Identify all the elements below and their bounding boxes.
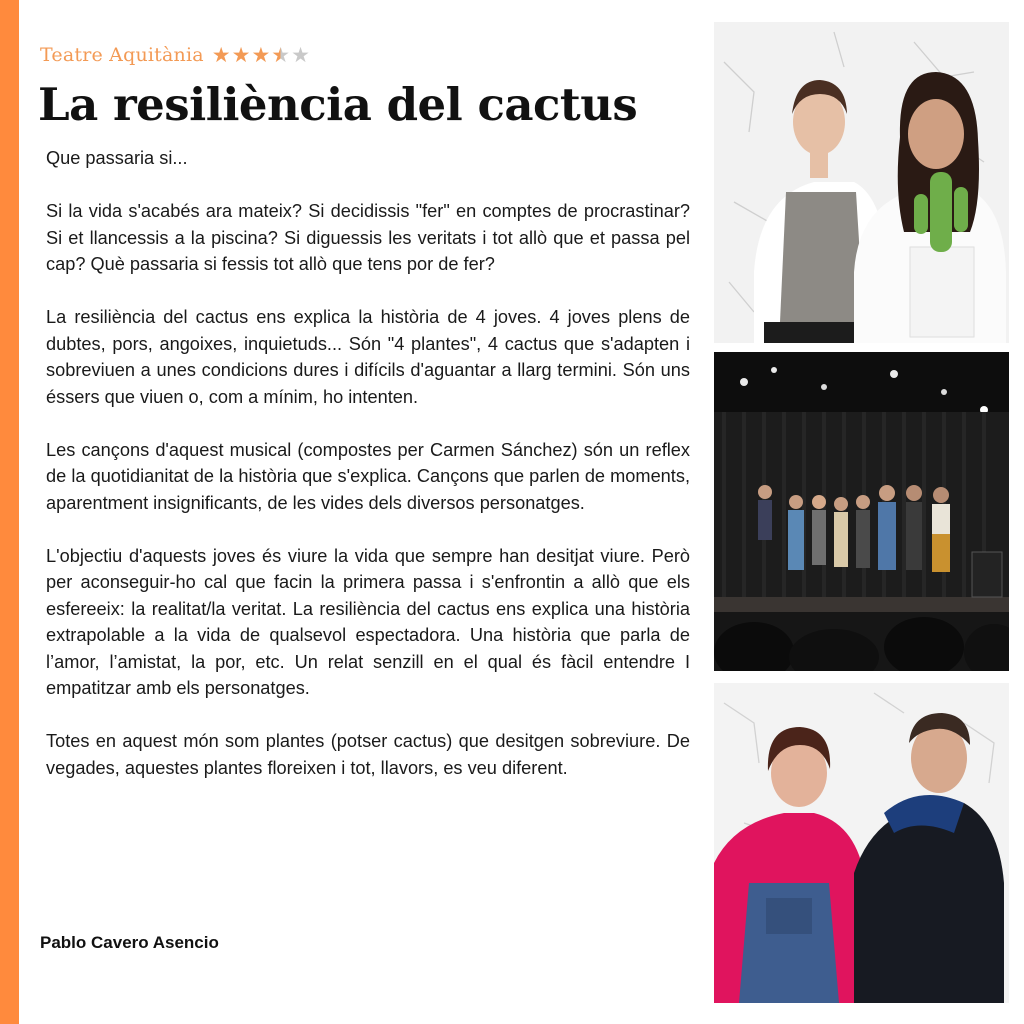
- star-half-icon: ★: [271, 42, 291, 67]
- article-body: [46, 145, 690, 808]
- author-name: Pablo Cavero Asencio: [40, 933, 219, 952]
- article-title: La resiliència del cactus: [38, 78, 638, 131]
- paragraph: Si la vida s'acabés ara mateix? Si decidissis "fer" en comptes de procrastinar? Si et llancessis a la piscina? Si diguessis les veritats i tot allò que et passa pel cap? Què passaria si fessis tot allò que tens por de fer?: [46, 201, 690, 274]
- cast-photo-cactus: [714, 22, 1009, 343]
- star-full-icon: ★: [231, 42, 251, 67]
- venue-name: Teatre Aquitània: [40, 44, 204, 66]
- paragraph: Totes en aquest món som plantes (potser cactus) que desitgen sobreviure. De vegades, aquestes plantes floreixen i tot, llavors, es veu diferent.: [46, 731, 690, 778]
- stage-curtain-call-photo: [714, 352, 1009, 671]
- paragraph: Que passaria si...: [46, 148, 188, 168]
- accent-bar: [0, 0, 19, 1024]
- paragraph: La resiliència del cactus ens explica la història de 4 joves. 4 joves plens de dubtes, pors, angoixes, inquietuds... Són "4 plantes", 4 cactus que s'adapten i sobreviuen a unes condicions dures i difícils d'aguantar a llarg termini. Són uns éssers que viuen o, com a mínim, ho intenten.: [46, 307, 690, 407]
- paragraph: Les cançons d'aquest musical (compostes per Carmen Sánchez) són un reflex de la quotidianitat de la història que s'explica. Cançons que parlen de moments, aparentment insignificants, de les vides dels diversos personatges.: [46, 439, 690, 513]
- rating-stars: [211, 42, 310, 67]
- star-full-icon: ★: [211, 42, 231, 67]
- paragraph: L'objectiu d'aquests joves és viure la vida que sempre han desitjat viure. Però per aconseguir-ho cal que facin la primera passa i s'enfrontin a allò que els esfereeix: la realitat/la veritat. La resiliència del cactus ens explica una història extrapolable a la vida de qualsevol espectadora. Una història que parla de l’amor, l’amistat, la por, etc. Un relat senzill en el qual és fàcil entendre I empatitzar amb els personatges.: [46, 545, 690, 698]
- star-full-icon: ★: [251, 42, 271, 67]
- venue-rating-row: [40, 44, 310, 66]
- cast-photo-duo: [714, 683, 1009, 1003]
- star-empty-icon: ★: [291, 42, 310, 67]
